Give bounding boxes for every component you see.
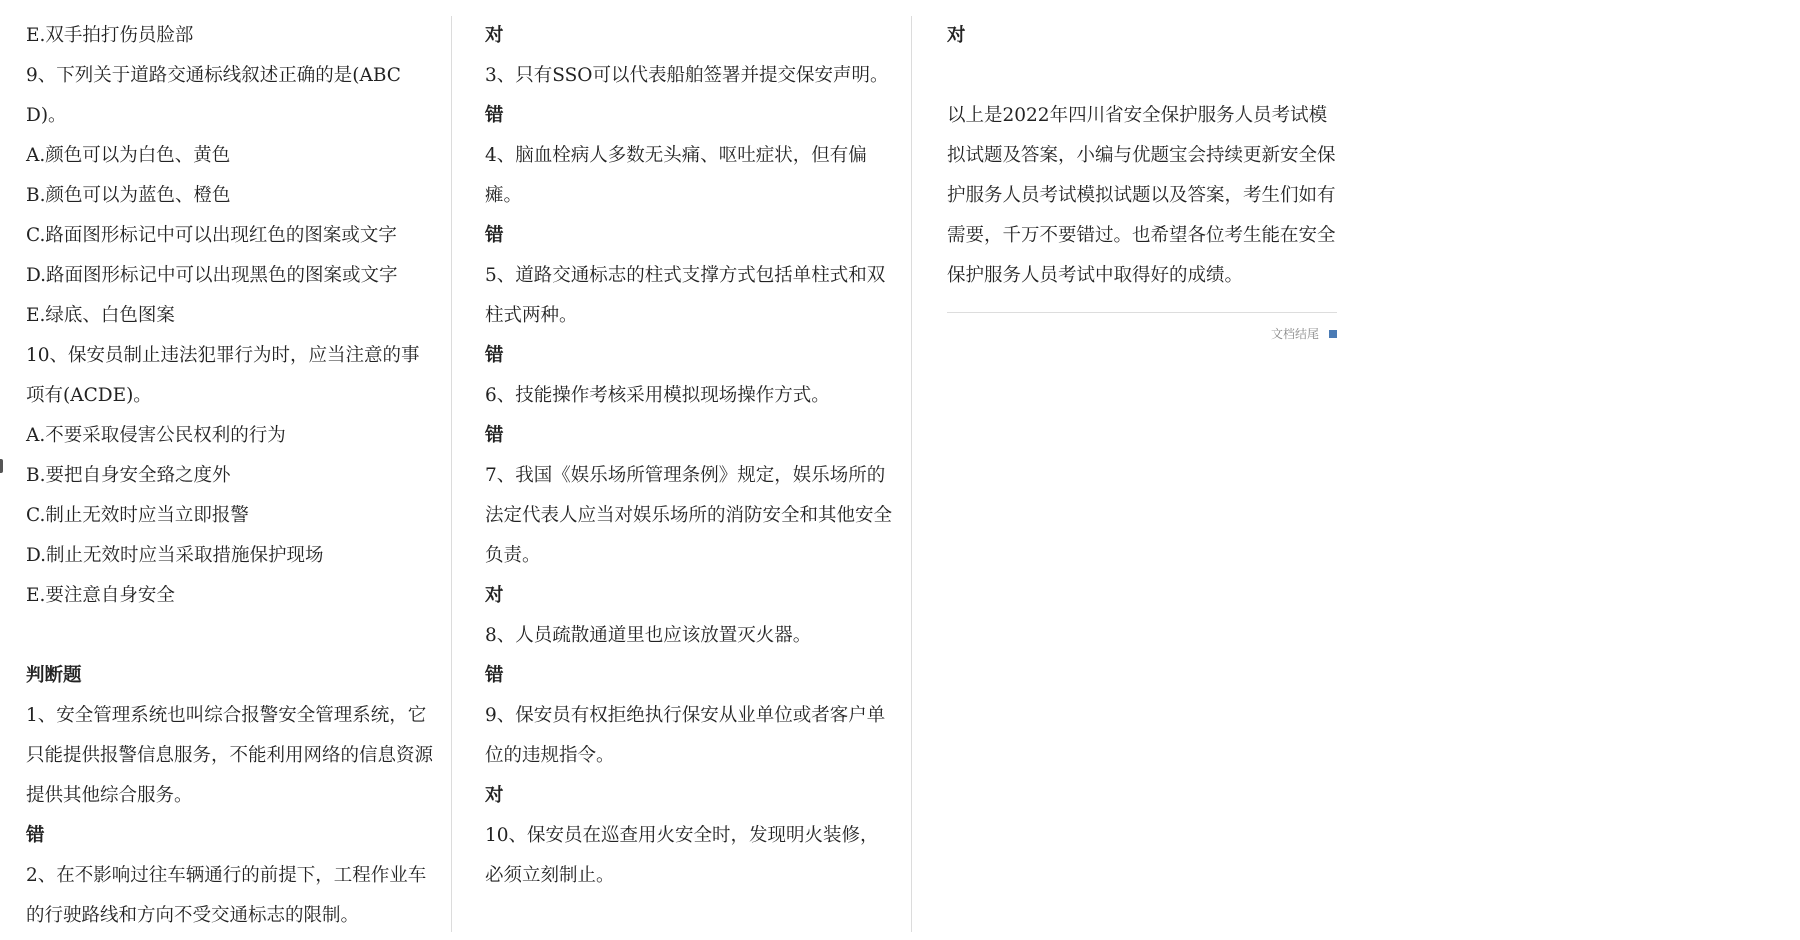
paragraph: A.不要采取侵害公民权利的行为 xyxy=(26,425,286,446)
paragraph: 3、只有SSO可以代表船舶签署并提交保安声明。 xyxy=(485,65,889,86)
paragraph: 5、道路交通标志的柱式支撑方式包括单柱式和双柱式两种。 xyxy=(485,265,886,326)
document-end-rule xyxy=(947,312,1337,313)
column-2 xyxy=(485,16,897,940)
paragraph: 以上是2022年四川省安全保护服务人员考试模拟试题及答案，小编与优题宝会持续更新安全保护服务人员考试模拟试题以及答案，考生们如有需要，千万不要错过。也希望各位考生能在安全保护服务人员考试中取得好的成绩。 xyxy=(947,105,1336,286)
paragraph: 9、下列关于道路交通标线叙述正确的是(ABCD)。 xyxy=(26,65,401,126)
answer-label: 错 xyxy=(485,105,504,126)
edge-marker xyxy=(0,459,3,473)
paragraph: E.绿底、白色图案 xyxy=(26,305,175,326)
paragraph: E.双手拍打伤员脸部 xyxy=(26,25,194,46)
paragraph: C.制止无效时应当立即报警 xyxy=(26,505,249,526)
answer-label: 错 xyxy=(485,345,504,366)
section-heading: 判断题 xyxy=(26,665,82,686)
blank-line xyxy=(947,56,1339,96)
answer-label: 错 xyxy=(485,665,504,686)
column-3 xyxy=(947,16,1339,940)
paragraph: 1、安全管理系统也叫综合报警安全管理系统，它只能提供报警信息服务，不能利用网络的信息资源提供其他综合服务。 xyxy=(26,705,434,806)
answer-label: 对 xyxy=(485,25,504,46)
paragraph: D.路面图形标记中可以出现黑色的图案或文字 xyxy=(26,265,398,286)
paragraph: 9、保安员有权拒绝执行保安从业单位或者客户单位的违规指令。 xyxy=(485,705,886,766)
document-end-marker xyxy=(947,325,1337,342)
paragraph: 4、脑血栓病人多数无头痛、呕吐症状，但有偏瘫。 xyxy=(485,145,867,206)
answer-label: 错 xyxy=(26,825,45,846)
paragraph: 2、在不影响过往车辆通行的前提下，工程作业车的行驶路线和方向不受交通标志的限制。 xyxy=(26,865,427,926)
answer-label: 对 xyxy=(485,785,504,806)
blank-line xyxy=(26,616,438,656)
paragraph: A.颜色可以为白色、黄色 xyxy=(26,145,231,166)
answer-label: 对 xyxy=(485,585,504,606)
answer-label: 对 xyxy=(947,25,966,46)
document-end-label: 文档结尾 xyxy=(1270,327,1319,341)
paragraph: 10、保安员在巡查用火安全时，发现明火装修，必须立刻制止。 xyxy=(485,825,879,886)
column-3-body xyxy=(947,16,1339,296)
column-1 xyxy=(26,16,438,940)
paragraph: 7、我国《娱乐场所管理条例》规定，娱乐场所的法定代表人应当对娱乐场所的消防安全和其他安全负责。 xyxy=(485,465,893,566)
answer-label: 错 xyxy=(485,425,504,446)
paragraph: B.要把自身安全臵之度外 xyxy=(26,465,231,486)
paragraph: 8、人员疏散通道里也应该放置灭火器。 xyxy=(485,625,812,646)
paragraph: B.颜色可以为蓝色、橙色 xyxy=(26,185,231,206)
paragraph: 6、技能操作考核采用模拟现场操作方式。 xyxy=(485,385,830,406)
paragraph: D.制止无效时应当采取措施保护现场 xyxy=(26,545,324,566)
paragraph: 10、保安员制止违法犯罪行为时，应当注意的事项有(ACDE)。 xyxy=(26,345,420,406)
answer-label: 错 xyxy=(485,225,504,246)
paragraph: C.路面图形标记中可以出现红色的图案或文字 xyxy=(26,225,397,246)
column-separator xyxy=(911,16,912,932)
end-square-icon xyxy=(1329,330,1337,338)
column-separator xyxy=(451,16,452,932)
paragraph: E.要注意自身安全 xyxy=(26,585,175,606)
